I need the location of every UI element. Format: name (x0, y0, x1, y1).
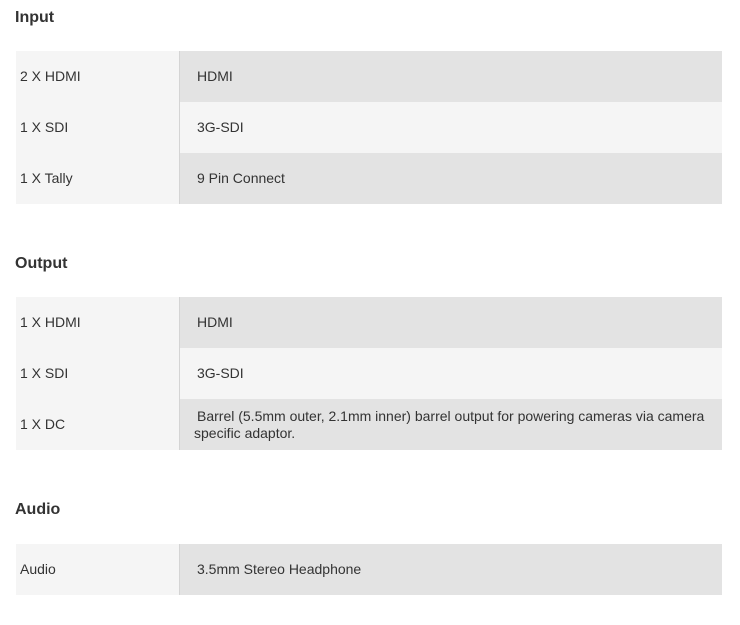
spec-value: HDMI (180, 297, 723, 348)
table-row (16, 348, 722, 399)
table-row (16, 297, 722, 348)
spec-label: 1 X Tally (16, 153, 180, 204)
table-row (16, 153, 722, 204)
spec-value: 3G-SDI (180, 102, 723, 153)
table-row (16, 102, 722, 153)
spec-label: 2 X HDMI (16, 51, 180, 102)
table-row (16, 399, 722, 450)
spec-value: 3.5mm Stereo Headphone (180, 544, 723, 595)
spec-table-audio (16, 544, 722, 595)
table-row (16, 544, 722, 595)
spec-table-input (16, 51, 722, 204)
spec-label: 1 X SDI (16, 348, 180, 399)
spec-value: 9 Pin Connect (180, 153, 723, 204)
section-title-output: Output (15, 255, 68, 272)
spec-value: Barrel (5.5mm outer, 2.1mm inner) barrel output for powering cameras via camera specific adaptor. (180, 399, 723, 450)
spec-table-output (16, 297, 722, 450)
spec-value: 3G-SDI (180, 348, 723, 399)
spec-value: HDMI (180, 51, 723, 102)
section-title-audio: Audio (15, 501, 61, 518)
spec-label: 1 X DC (16, 399, 180, 450)
spec-label: 1 X SDI (16, 102, 180, 153)
table-row (16, 51, 722, 102)
section-title-input: Input (15, 9, 55, 26)
spec-label: 1 X HDMI (16, 297, 180, 348)
spec-label: Audio (16, 544, 180, 595)
